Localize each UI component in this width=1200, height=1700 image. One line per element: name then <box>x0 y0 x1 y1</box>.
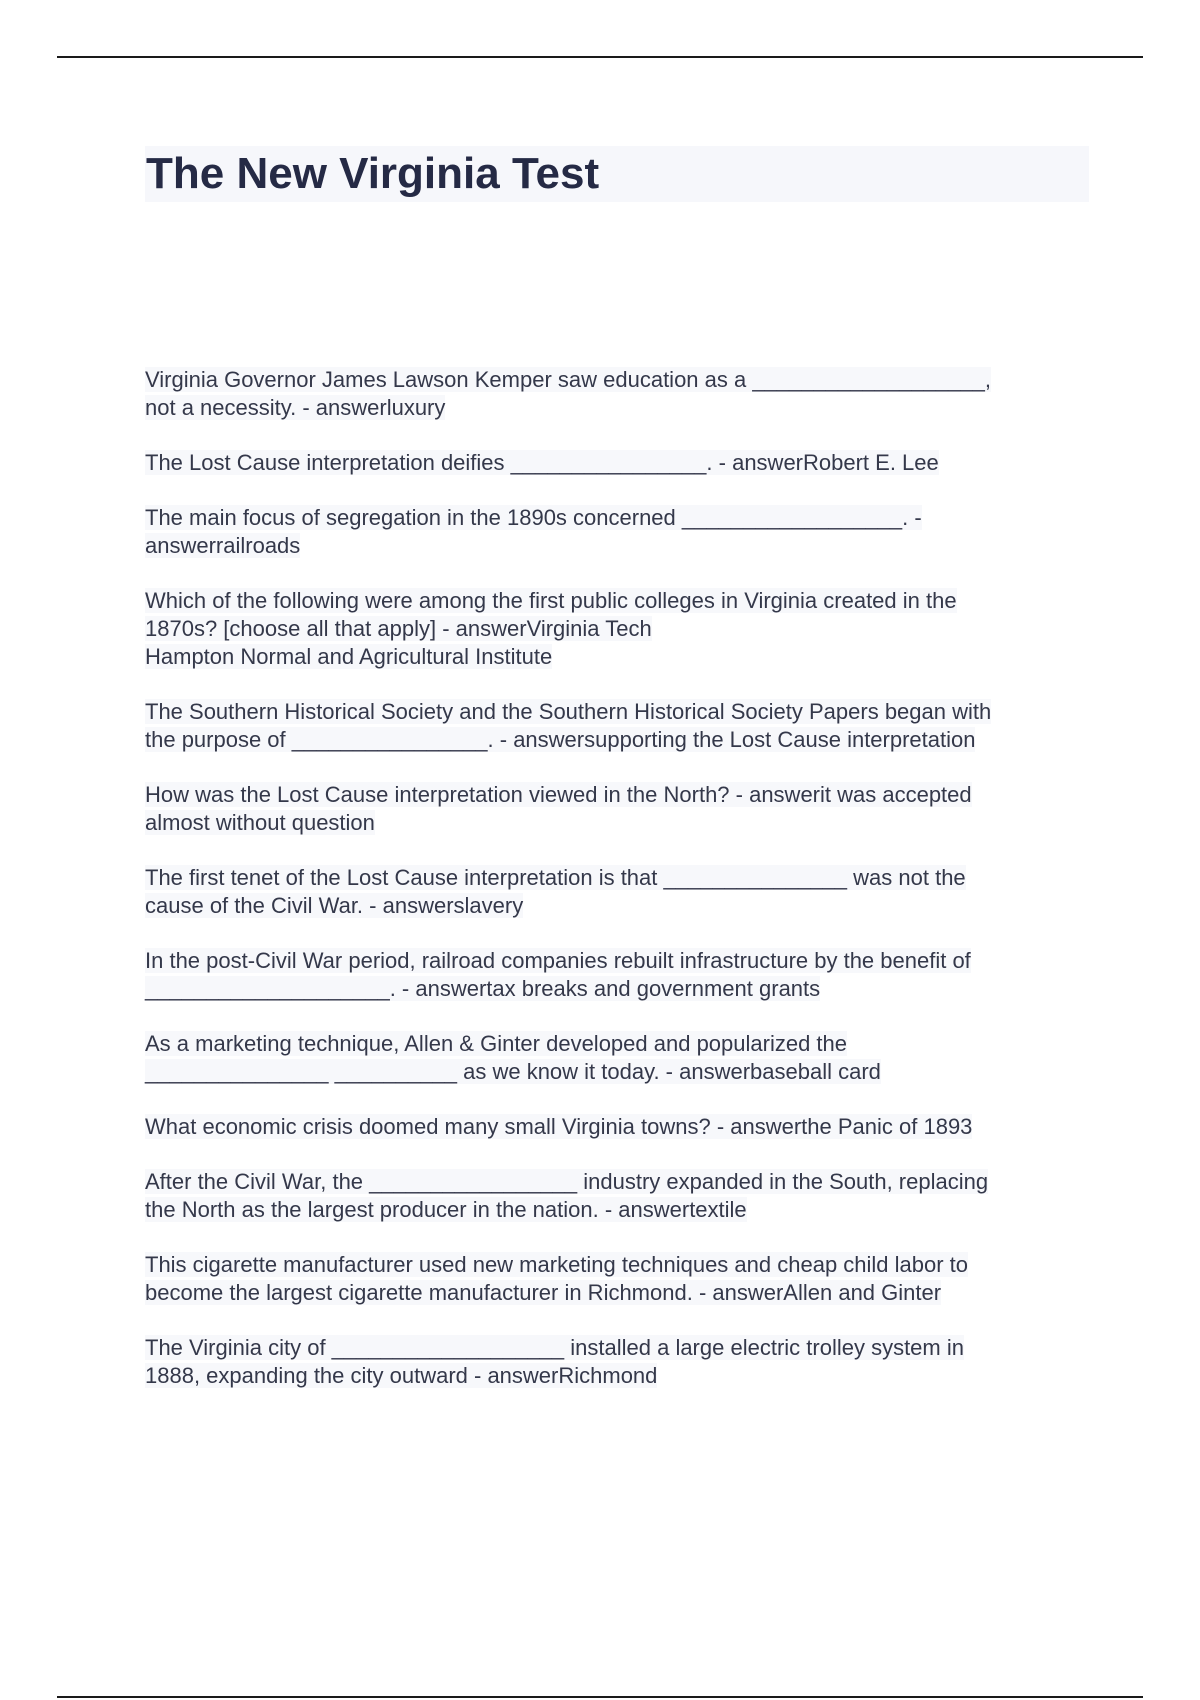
question-line: How was the Lost Cause interpretation viewed in the North? - answerit was accepted <box>145 782 972 807</box>
question-line: After the Civil War, the _________________ industry expanded in the South, replacing <box>145 1169 989 1194</box>
footer-rule <box>57 1696 1143 1698</box>
question-line: Which of the following were among the first public colleges in Virginia created in the <box>145 588 957 613</box>
question-item <box>145 781 1105 837</box>
question-line: the North as the largest producer in the nation. - answertextile <box>145 1197 747 1222</box>
question-line: What economic crisis doomed many small Virginia towns? - answerthe Panic of 1893 <box>145 1114 973 1139</box>
question-list <box>145 366 1105 1417</box>
question-line: 1870s? [choose all that apply] - answerVirginia Tech <box>145 616 652 641</box>
question-line: Hampton Normal and Agricultural Institute <box>145 644 553 669</box>
question-line: the purpose of ________________. - answersupporting the Lost Cause interpretation <box>145 727 976 752</box>
question-item <box>145 1030 1105 1086</box>
question-line: This cigarette manufacturer used new marketing techniques and cheap child labor to <box>145 1252 969 1277</box>
question-line: _______________ __________ as we know it today. - answerbaseball card <box>145 1059 881 1084</box>
question-item <box>145 587 1105 671</box>
question-line: 1888, expanding the city outward - answerRichmond <box>145 1363 658 1388</box>
question-item <box>145 1334 1105 1390</box>
question-line: Virginia Governor James Lawson Kemper saw education as a ___________________, <box>145 367 991 392</box>
question-item <box>145 698 1105 754</box>
question-line: The Lost Cause interpretation deifies ________________. - answerRobert E. Lee <box>145 450 939 475</box>
question-item <box>145 504 1105 560</box>
question-line: cause of the Civil War. - answerslavery <box>145 893 524 918</box>
question-line: almost without question <box>145 810 375 835</box>
question-line: ____________________. - answertax breaks and government grants <box>145 976 821 1001</box>
question-line: The Virginia city of ___________________ installed a large electric trolley system in <box>145 1335 964 1360</box>
question-line: The main focus of segregation in the 1890s concerned __________________. - <box>145 505 922 530</box>
question-item <box>145 1168 1105 1224</box>
header-rule <box>57 56 1143 58</box>
question-line: not a necessity. - answerluxury <box>145 395 446 420</box>
question-line: answerrailroads <box>145 533 301 558</box>
question-item <box>145 366 1105 422</box>
question-item <box>145 864 1105 920</box>
question-line: As a marketing technique, Allen & Ginter developed and popularized the <box>145 1031 848 1056</box>
document-title: The New Virginia Test <box>146 149 600 198</box>
question-item <box>145 449 1105 477</box>
question-line: become the largest cigarette manufacturer in Richmond. - answerAllen and Ginter <box>145 1280 942 1305</box>
question-item <box>145 947 1105 1003</box>
question-item <box>145 1251 1105 1307</box>
question-line: In the post-Civil War period, railroad companies rebuilt infrastructure by the benefit of <box>145 948 971 973</box>
question-item <box>145 1113 1105 1141</box>
question-line: The Southern Historical Society and the Southern Historical Society Papers began with <box>145 699 992 724</box>
question-line: The first tenet of the Lost Cause interpretation is that _______________ was not the <box>145 865 966 890</box>
